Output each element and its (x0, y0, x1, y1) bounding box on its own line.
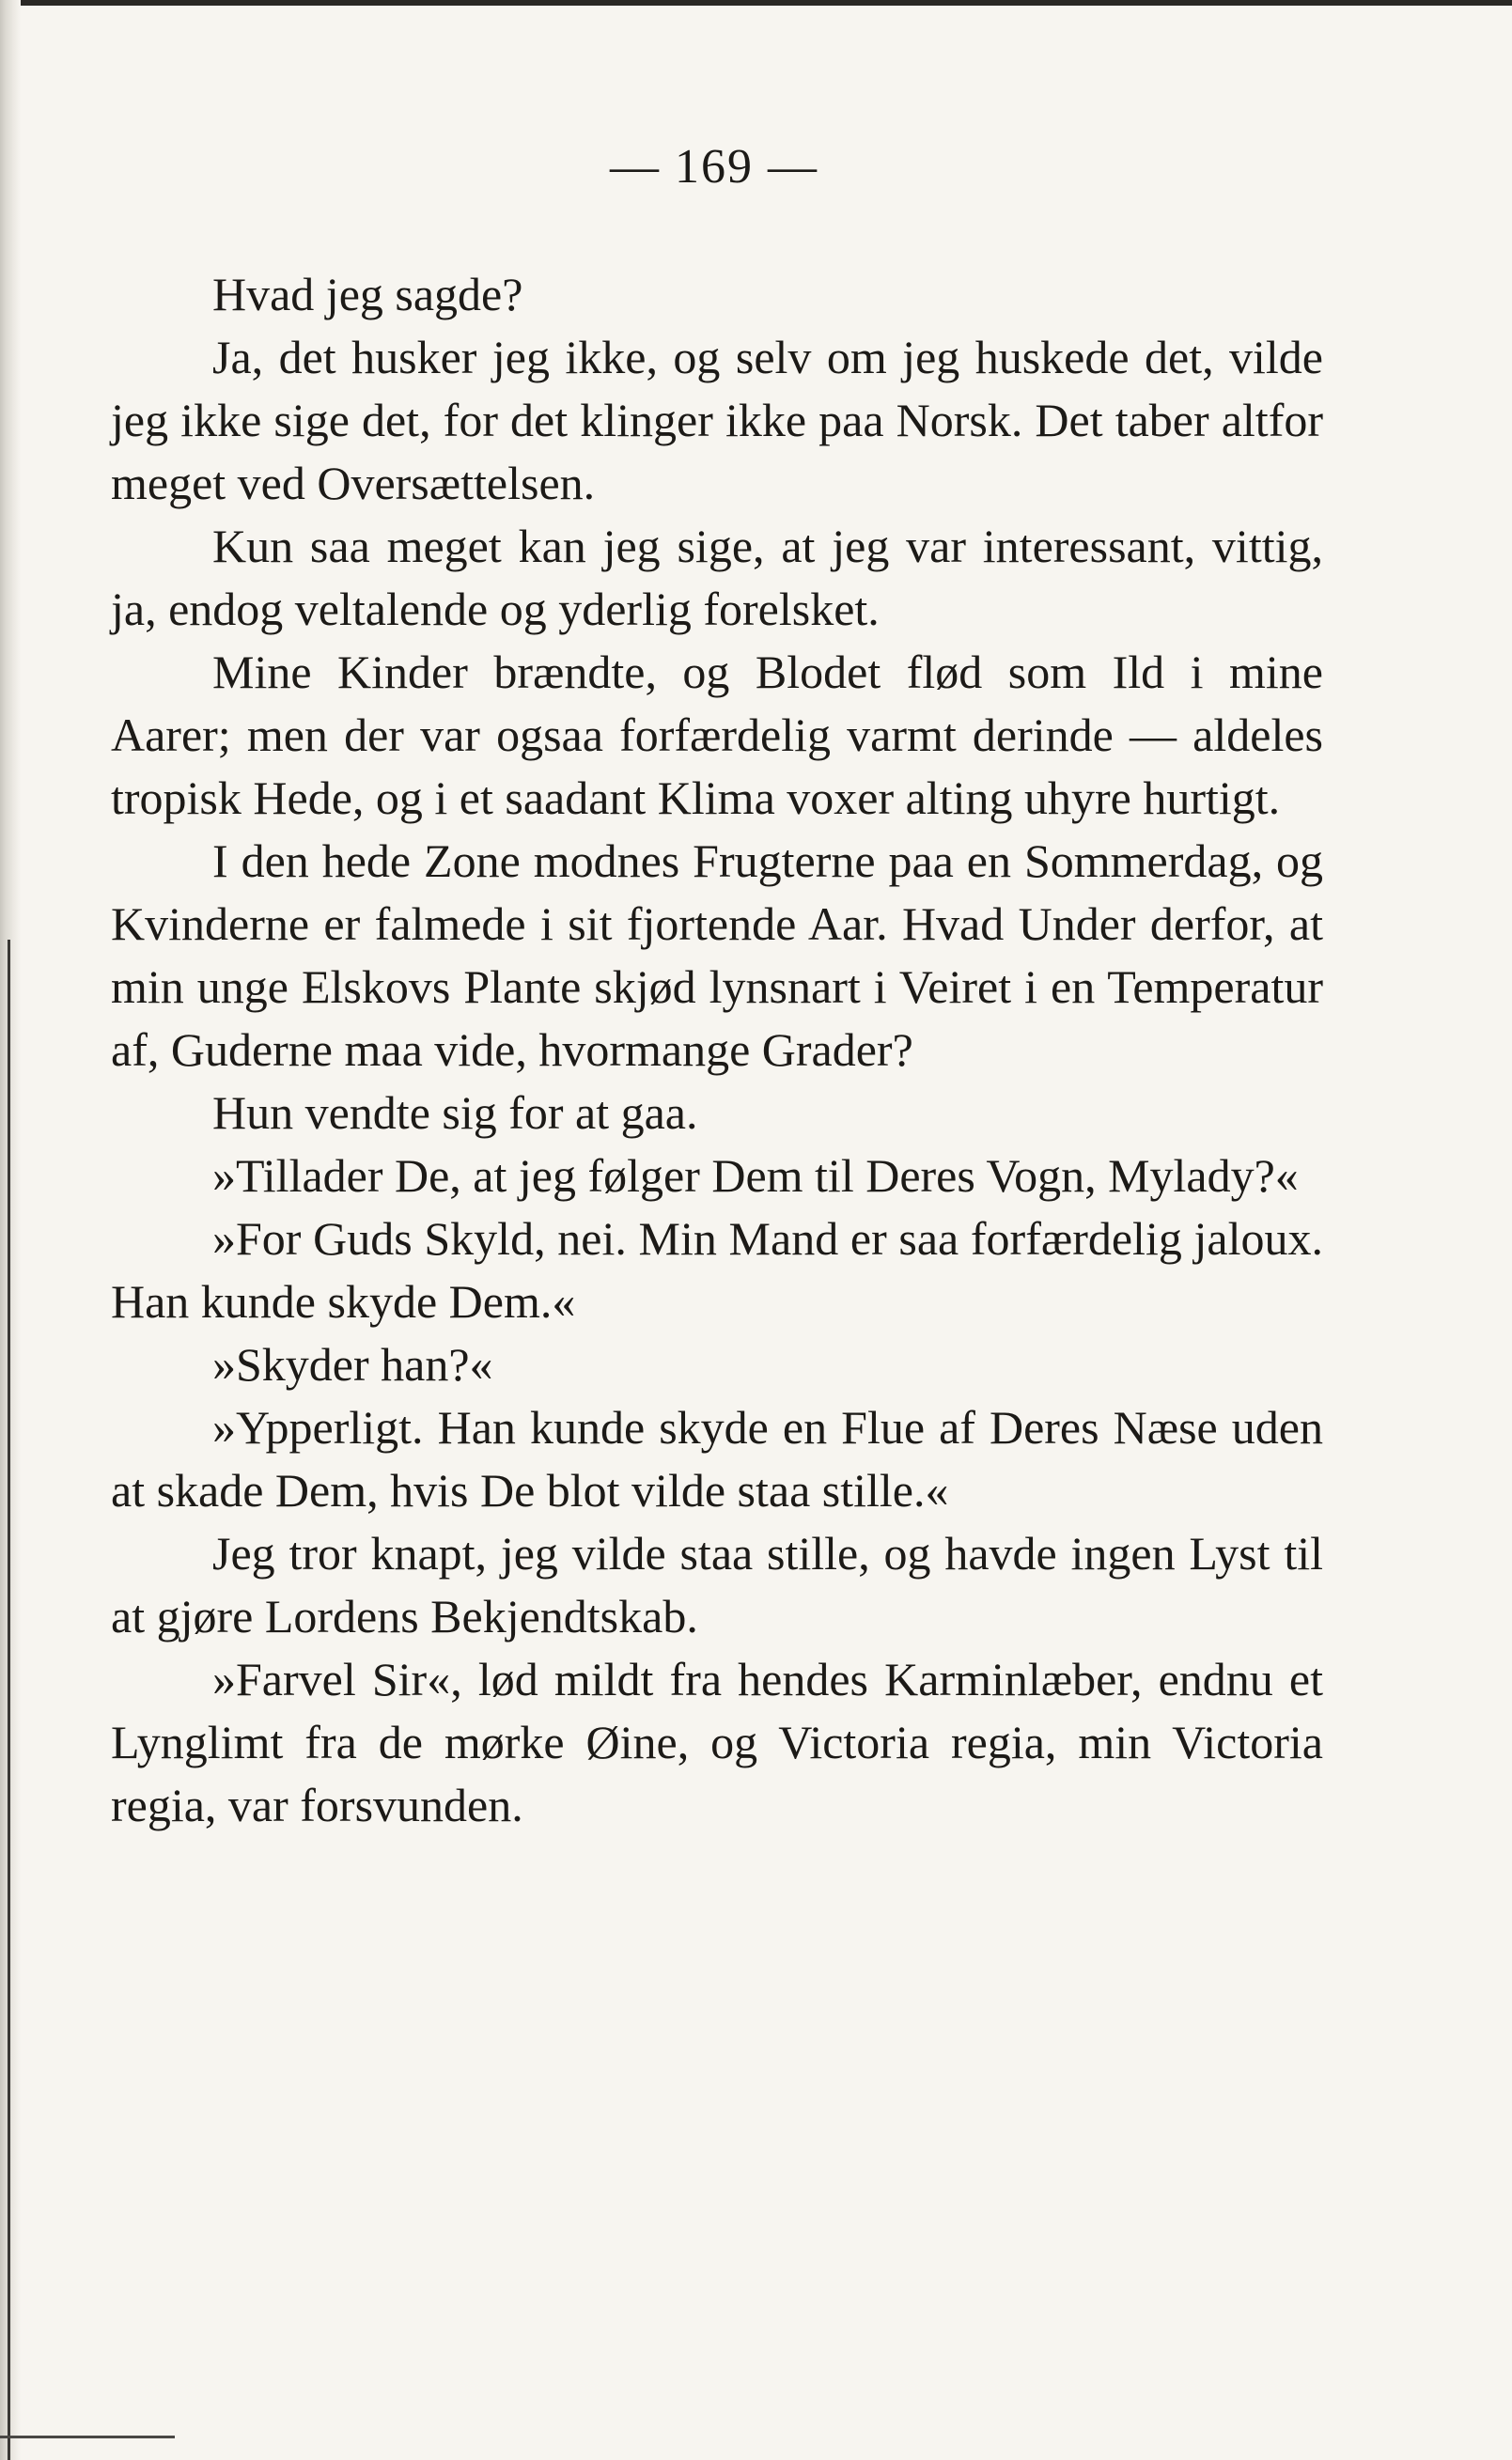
paragraph-12: »Farvel Sir«, lød mildt fra hendes Karminlæber, endnu et Lynglimt fra de mørke Øine, og Victoria regia, min Victoria regia, var forsvunden. (111, 1653, 1323, 1831)
binding-line (8, 940, 10, 2460)
paragraph-5: I den hede Zone modnes Frugterne paa en Sommerdag, og Kvinderne er falmede i sit fjortende Aar. Hvad Under derfor, at min unge Elskovs Plante skjød lynsnart i Veiret i en Temperatur af, Guderne maa vide, hvormange Grader? (111, 834, 1323, 1076)
binding-edge (0, 0, 21, 2460)
paragraph-11: Jeg tror knapt, jeg vilde staa stille, og havde ingen Lyst til at gjøre Lordens Bekjendtskab. (111, 1527, 1323, 1643)
paragraph-8: »For Guds Skyld, nei. Min Mand er saa forfærdelig jaloux. Han kunde skyde Dem.« (111, 1212, 1323, 1328)
paragraph-10: »Ypperligt. Han kunde skyde en Flue af Deres Næse uden at skade Dem, hvis De blot vilde staa stille.« (111, 1401, 1323, 1517)
paragraph-3: Kun saa meget kan jeg sige, at jeg var interessant, vittig, ja, endog veltalende og yderlig forelsket. (111, 520, 1323, 635)
page-top-edge (0, 0, 1512, 6)
body-text (111, 263, 1323, 1837)
paragraph-7: »Tillader De, at jeg følger Dem til Deres Vogn, Mylady?« (212, 1149, 1299, 1202)
paragraph-4: Mine Kinder brændte, og Blodet flød som Ild i mine Aarer; men der var ogsaa forfærdelig varmt derinde — aldeles tropisk Hede, og i et saadant Klima voxer alting uhyre hurtigt. (111, 646, 1323, 824)
paragraph-2: Ja, det husker jeg ikke, og selv om jeg huskede det, vilde jeg ikke sige det, for det klinger ikke paa Norsk. Det taber altfor meget ved Oversættelsen. (111, 331, 1323, 509)
bottom-rule (0, 2436, 175, 2438)
paragraph-1: Hvad jeg sagde? (212, 268, 523, 320)
paragraph-6: Hun vendte sig for at gaa. (212, 1086, 698, 1139)
paragraph-9: »Skyder han?« (212, 1338, 493, 1391)
page-number: — 169 — (610, 140, 818, 194)
